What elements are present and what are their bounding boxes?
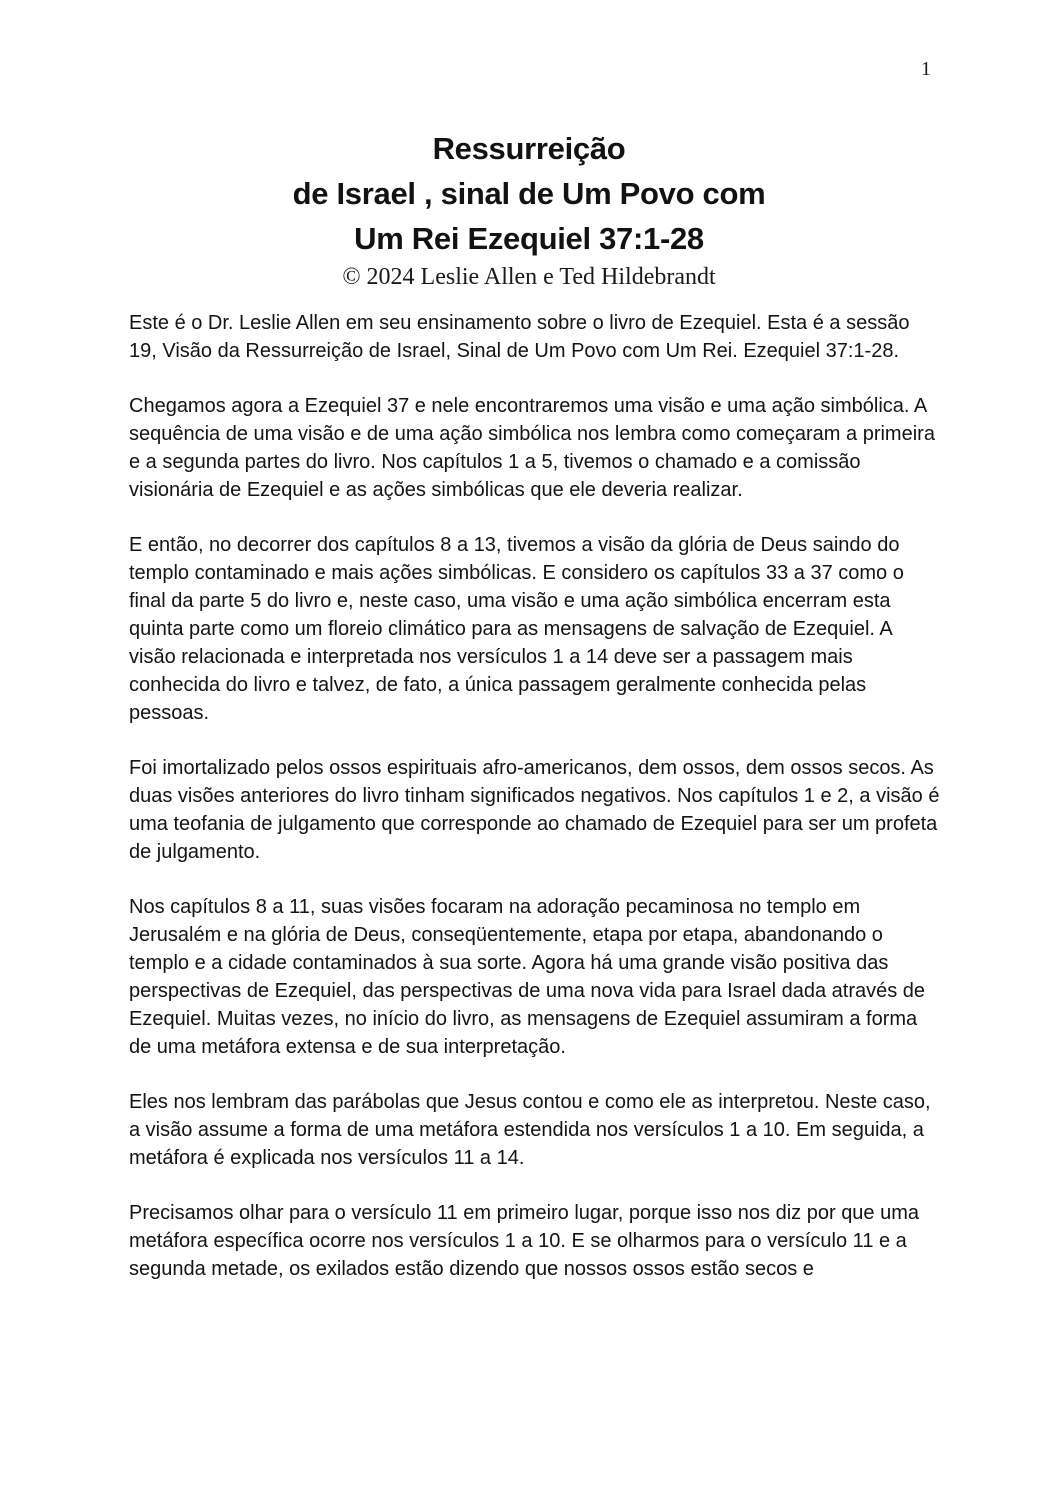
paragraph-dry-bones: Foi imortalizado pelos ossos espirituais afro-americanos, dem ossos, dem ossos secos. As duas visões anteriores do livro tinham significados negativos. Nos capítulos 1 e 2, a visão é uma teofania de julgamento que corresponde ao chamado de Ezequiel para ser um profeta de julgamento. [129,757,940,863]
page-number: 1 [921,58,931,80]
title-line-2: de Israel , sinal de Um Povo com [292,176,766,211]
paragraph-chapters8-11: Nos capítulos 8 a 11, suas visões focaram na adoração pecaminosa no templo em Jerusalém e na glória de Deus, conseqüentemente, etapa por etapa, abandonando o templo e a cidade contaminados à sua sorte. Agora há uma grande visão positiva das perspectivas de Ezequiel, das perspectivas de uma nova vida para Israel dada através de Ezequiel. Muitas vezes, no início do livro, as mensagens de Ezequiel assumiram a forma de uma metáfora extensa e de sua interpretação. [129,896,926,1058]
paragraph-chapters8-13: E então, no decorrer dos capítulos 8 a 13, tivemos a visão da glória de Deus saindo do templo contaminado e mais ações simbólicas. E considero os capítulos 33 a 37 como o final da parte 5 do livro e, neste caso, uma visão e uma ação simbólica encerram esta quinta parte como um floreio climático para as mensagens de salvação de Ezequiel. A visão relacionada e interpretada nos versículos 1 a 14 deve ser a passagem mais conhecida do livro e talvez, de fato, a única passagem geralmente conhecida pelas pessoas. [129,534,904,724]
paragraph-intro: Este é o Dr. Leslie Allen em seu ensinamento sobre o livro de Ezequiel. Esta é a sessão 19, Visão da Ressurreição de Israel, Sinal de Um Povo com Um Rei. Ezequiel 37:1-28. [129,312,910,362]
paragraph-parables: Eles nos lembram das parábolas que Jesus contou e como ele as interpretou. Neste caso, a visão assume a forma de uma metáfora estendida nos versículos 1 a 10. Em seguida, a metáfora é explicada nos versículos 11 a 14. [129,1091,931,1169]
copyright-byline: © 2024 Leslie Allen e Ted Hildebrandt [342,264,716,290]
document-body [129,309,941,1283]
title-line-3: Um Rei Ezequiel 37:1-28 [354,221,704,256]
paragraph-chapter37: Chegamos agora a Ezequiel 37 e nele encontraremos uma visão e uma ação simbólica. A sequência de uma visão e de uma ação simbólica nos lembra como começaram a primeira e a segunda partes do livro. Nos capítulos 1 a 5, tivemos o chamado e a comissão visionária de Ezequiel e as ações simbólicas que ele deveria realizar. [129,395,935,501]
paragraph-verse11: Precisamos olhar para o versículo 11 em primeiro lugar, porque isso nos diz por que uma metáfora específica ocorre nos versículos 1 a 10. E se olharmos para o versículo 11 e a segunda metade, os exilados estão dizendo que nossos ossos estão secos e [129,1202,920,1280]
title-line-1: Ressurreição [432,131,626,166]
document-title-block [0,126,1058,293]
